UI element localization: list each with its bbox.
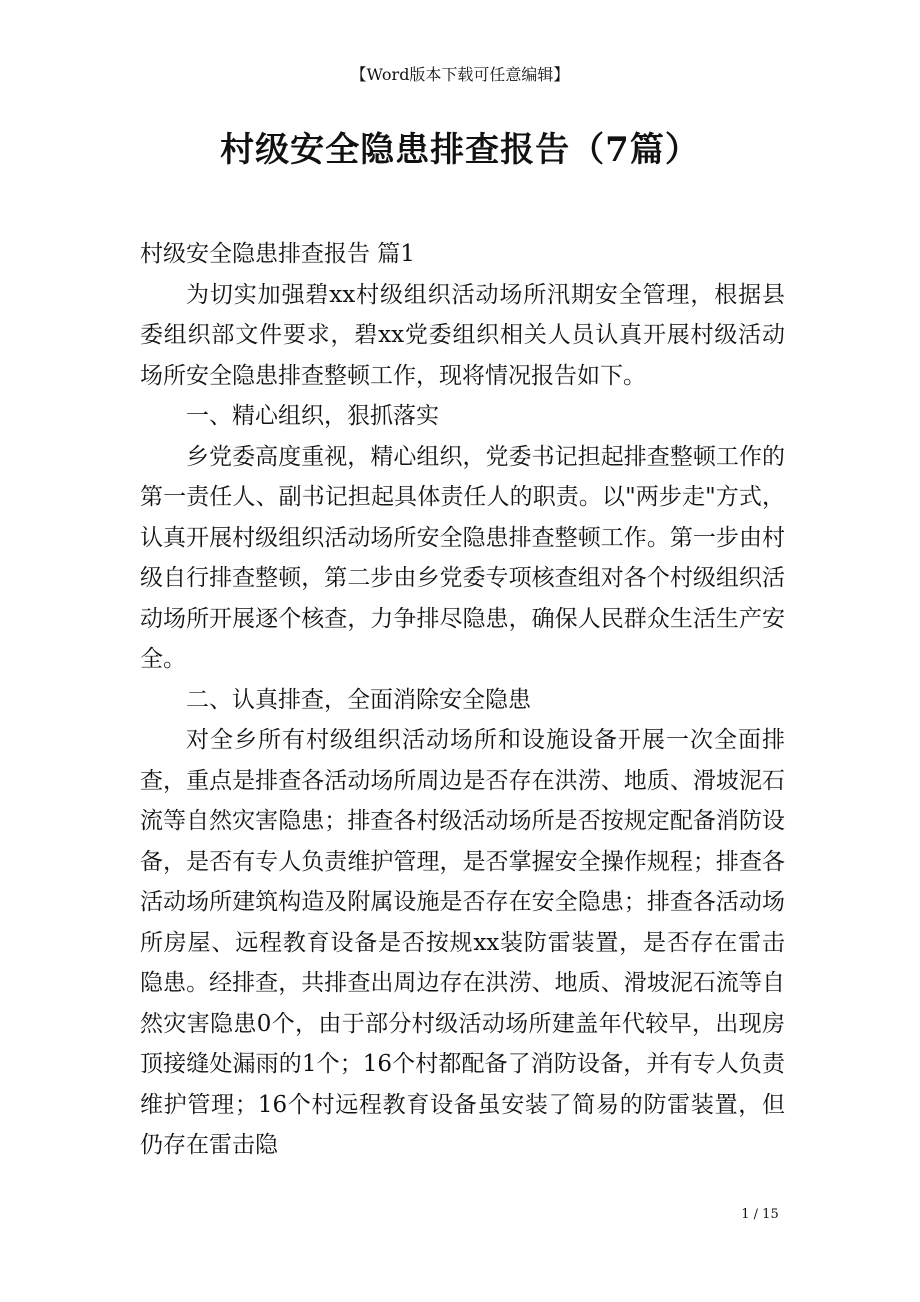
organize-paragraph: 乡党委高度重视，精心组织，党委书记担起排查整顿工作的第一责任人、副书记担起具体责任人的职责。以"两步走"方式，认真开展村级组织活动场所安全隐患排查整顿工作。第一步由村级自行排查整顿，第二步由乡党委专项核查组对各个村级组织活动场所开展逐个核查，力争排尽隐患，确保人民群众生活生产安全。	[140, 443, 785, 672]
page-number: 1 / 15	[741, 1207, 779, 1222]
subheading-organize: 一、精心组织，狠抓落实	[186, 403, 439, 429]
inspection-paragraph: 对全乡所有村级组织活动场所和设施设备开展一次全面排查，重点是排查各活动场所周边是否存在洪涝、地质、滑坡泥石流等自然灾害隐患；排查各村级活动场所是否按规定配备消防设备，是否有专人负责维护管理，是否掌握安全操作规程；排查各活动场所建筑构造及附属设施是否存在安全隐患；排查各活动场所房屋、远程教育设备是否按规xx装防雷装置，是否存在雷击隐患。经排查，共排查出周边存在洪涝、地质、滑坡泥石流等自然灾害隐患0个，由于部分村级活动场所建盖年代较早，出现房顶接缝处漏雨的1个；16个村都配备了消防设备，并有专人负责维护管理；16个村远程教育设备虽安装了简易的防雷装置，但仍存在雷击隐	[140, 727, 785, 1158]
download-note: 【Word版本下载可任意编辑】	[350, 65, 570, 84]
section-heading: 村级安全隐患排查报告 篇1	[140, 241, 415, 267]
subheading-inspection: 二、认真排查，全面消除安全隐患	[186, 686, 531, 713]
document-body	[140, 234, 785, 1166]
intro-paragraph: 为切实加强碧xx村级组织活动场所汛期安全管理，根据县委组织部文件要求，碧xx党委组织相关人员认真开展村级活动场所安全隐患排查整顿工作，现将情况报告如下。	[140, 281, 785, 389]
document-title: 村级安全隐患排查报告（7篇）	[220, 130, 700, 170]
